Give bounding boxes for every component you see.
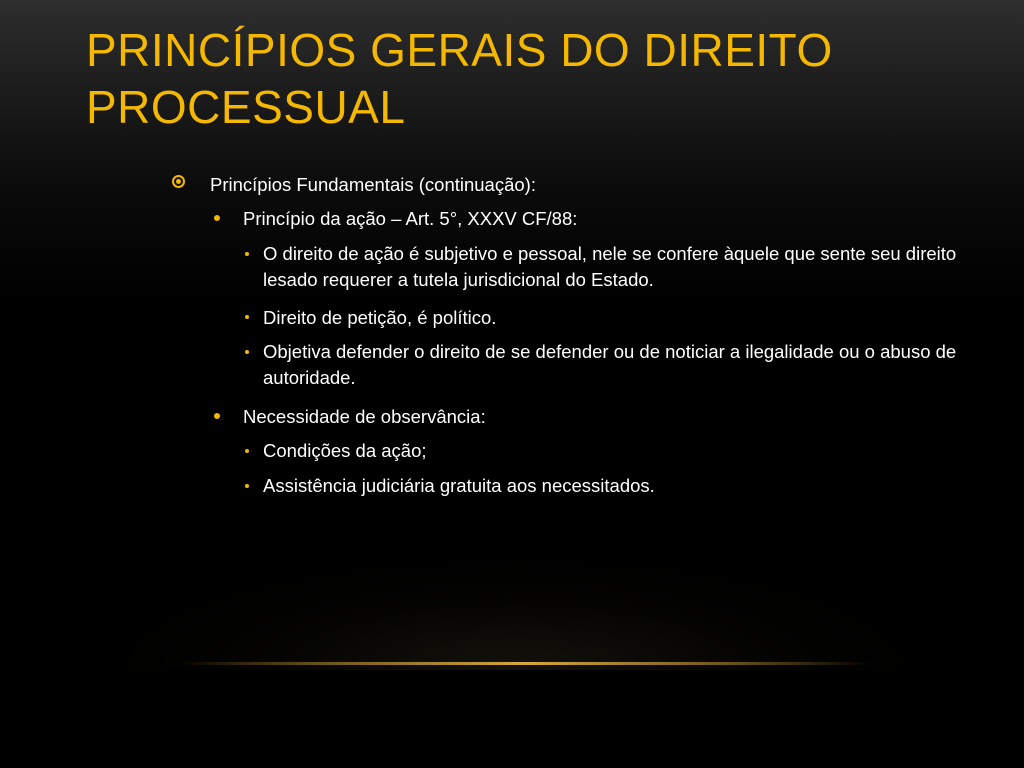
bullet-objetiva-defender: Objetiva defender o direito de se defender ou de noticiar a ilegalidade ou o abuso de autoridade. (263, 341, 957, 388)
slide-title-line-1: PRINCÍPIOS GERAIS DO DIREITO (86, 24, 833, 76)
footer-divider (180, 662, 870, 665)
bullet-principios-fundamentais: Princípios Fundamentais (continuação): (210, 174, 536, 195)
slide-title (86, 22, 986, 136)
small-dot-bullet-icon (245, 449, 249, 453)
dot-bullet-icon (214, 215, 220, 221)
dot-bullet-icon (214, 413, 220, 419)
bullet-assistencia-judiciaria: Assistência judiciária gratuita aos necessitados. (263, 475, 655, 496)
slide-title-line-2: PROCESSUAL (86, 81, 406, 133)
small-dot-bullet-icon (245, 484, 249, 488)
bullet-direito-de-acao: O direito de ação é subjetivo e pessoal, nele se confere àquele que sente seu direito lesado requerer a tutela jurisdicional do Estado. (263, 243, 957, 290)
bullet-principio-da-acao: Princípio da ação – Art. 5°, XXXV CF/88: (243, 208, 578, 229)
bullet-necessidade-observancia: Necessidade de observância: (243, 406, 486, 427)
bullet-direito-de-peticao: Direito de petição, é político. (263, 307, 497, 328)
small-dot-bullet-icon (245, 350, 249, 354)
footer-glow (120, 560, 910, 670)
small-dot-bullet-icon (245, 252, 249, 256)
bullet-condicoes-da-acao: Condições da ação; (263, 440, 427, 461)
circle-bullet-icon (172, 175, 185, 188)
small-dot-bullet-icon (245, 315, 249, 319)
